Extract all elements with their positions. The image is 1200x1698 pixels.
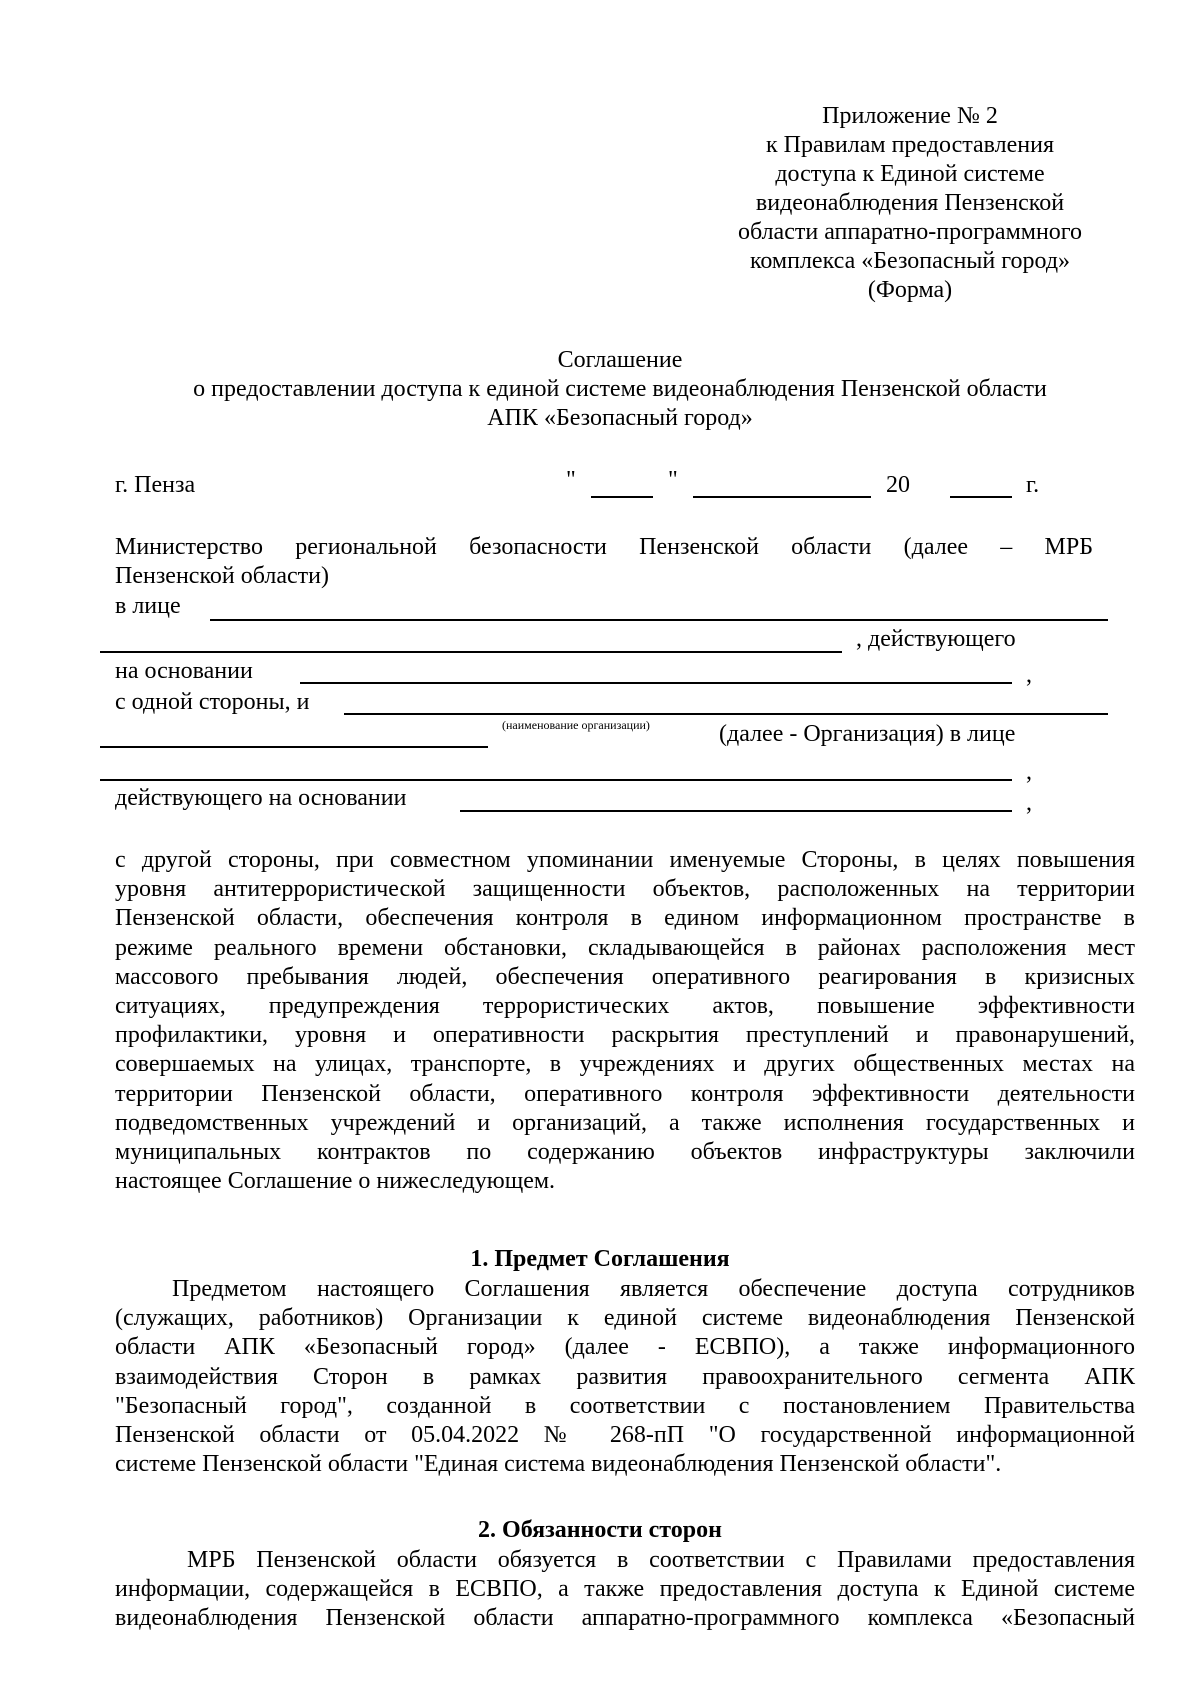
appendix-line: области аппаратно-программного bbox=[737, 219, 1083, 245]
preamble-line: территории Пензенской области, оперативного контроля эффективности деятельности bbox=[115, 1080, 1135, 1107]
org-representative-blank-line[interactable] bbox=[100, 779, 1012, 781]
section-1-line: "Безопасный город", созданной в соответствии с постановлением Правительства bbox=[115, 1392, 1135, 1419]
section-1-line: Предметом настоящего Соглашения является обеспечение доступа сотрудников bbox=[172, 1276, 1135, 1302]
preamble-line: подведомственных учреждений и организаций, а также исполнения государственных и bbox=[115, 1109, 1135, 1136]
section-2-line: МРБ Пензенской области обязуется в соответствии с Правилами предоставления bbox=[187, 1547, 1135, 1573]
comma: , bbox=[1026, 790, 1032, 816]
org-basis-blank-line[interactable] bbox=[460, 810, 1012, 812]
year-blank-line[interactable] bbox=[950, 496, 1012, 498]
section-1-line: области АПК «Безопасный город» (далее - ЕСВПО), а также информационного bbox=[115, 1334, 1135, 1361]
document-subtitle: о предоставлении доступа к единой системе видеонаблюдения Пензенской области bbox=[193, 376, 1047, 402]
acting-on-basis-label: действующего на основании bbox=[115, 785, 407, 811]
section-2-line: информации, содержащейся в ЕСВПО, а также предоставления доступа к Единой системе bbox=[115, 1576, 1135, 1603]
year-suffix: г. bbox=[1026, 472, 1040, 498]
acting-label: , действующего bbox=[856, 626, 1016, 652]
section-2-paragraph bbox=[115, 1546, 1135, 1634]
appendix-header bbox=[735, 102, 1085, 305]
preamble-line: уровня антитеррористической защищенности объектов, расположенных на территории bbox=[115, 876, 1135, 903]
section-1-heading: 1. Предмет Соглашения bbox=[470, 1246, 730, 1272]
representative-blank-line-2[interactable] bbox=[100, 651, 842, 653]
preamble-line: муниципальных контрактов по содержанию объектов инфраструктуры заключили bbox=[115, 1138, 1135, 1165]
appendix-line: комплекса «Безопасный город» bbox=[749, 248, 1071, 274]
one-side-label: с одной стороны, и bbox=[115, 689, 310, 715]
appendix-line: видеонаблюдения Пензенской bbox=[755, 190, 1065, 216]
section-1-line: (служащих, работников) Организации к единой системе видеонаблюдения Пензенской bbox=[115, 1305, 1135, 1332]
section-2-line: видеонаблюдения Пензенской области аппаратно-программного комплекса «Безопасный bbox=[115, 1605, 1135, 1632]
ministry-line-2: Пензенской области) bbox=[115, 563, 329, 589]
appendix-line: к Правилам предоставления bbox=[765, 132, 1055, 158]
organization-suffix: (далее - Организация) в лице bbox=[719, 721, 1016, 747]
quote-close: " bbox=[668, 467, 678, 493]
preamble-line: Пензенской области, обеспечения контроля в едином информационном пространстве в bbox=[115, 905, 1135, 932]
ministry-line: Министерство региональной безопасности Пензенской области (далее – МРБ bbox=[115, 534, 1093, 560]
section-2-heading: 2. Обязанности сторон bbox=[478, 1517, 722, 1543]
organization-blank-line[interactable] bbox=[344, 713, 1108, 715]
section-1-line: Пензенской области от 05.04.2022 № 268-пП "О государственной информационной bbox=[115, 1421, 1135, 1448]
month-blank-line[interactable] bbox=[693, 496, 871, 498]
comma: , bbox=[1026, 662, 1032, 688]
city-label: г. Пенза bbox=[115, 472, 196, 498]
appendix-line: Приложение № 2 bbox=[822, 103, 998, 129]
day-blank-line[interactable] bbox=[591, 496, 653, 498]
preamble-line: профилактики, уровня и оперативности раскрытия преступлений и правонарушений, bbox=[115, 1022, 1135, 1049]
appendix-line: (Форма) bbox=[867, 277, 953, 303]
year-prefix: 20 bbox=[886, 472, 910, 498]
representative-blank-line[interactable] bbox=[210, 619, 1108, 621]
in-person-label: в лице bbox=[115, 593, 181, 619]
comma: , bbox=[1026, 759, 1032, 785]
appendix-line: доступа к Единой системе bbox=[775, 161, 1045, 187]
organization-caption: (наименование организации) bbox=[502, 718, 650, 732]
document-subtitle-apk: АПК «Безопасный город» bbox=[487, 405, 753, 431]
basis-blank-line[interactable] bbox=[300, 682, 1012, 684]
preamble-line: с другой стороны, при совместном упоминании именуемые Стороны, в целях повышения bbox=[115, 847, 1135, 873]
preamble-line: массового пребывания людей, обеспечения оперативного реагирования в кризисных bbox=[115, 963, 1135, 990]
on-basis-label: на основании bbox=[115, 658, 253, 684]
preamble-line: ситуациях, предупреждения террористических актов, повышение эффективности bbox=[115, 992, 1135, 1019]
organization-blank-line-2[interactable] bbox=[100, 746, 488, 748]
preamble-line: режиме реального времени обстановки, складывающейся в районах расположения мест bbox=[115, 934, 1135, 961]
preamble-paragraph bbox=[115, 846, 1135, 1196]
document-title: Соглашение bbox=[557, 347, 683, 373]
section-1-paragraph bbox=[115, 1275, 1135, 1479]
quote-open: " bbox=[566, 467, 576, 493]
preamble-line: совершаемых на улицах, транспорте, в учреждениях и других общественных местах на bbox=[115, 1051, 1135, 1078]
section-1-line: взаимодействия Сторон в рамках развития правоохранительного сегмента АПК bbox=[115, 1363, 1135, 1390]
preamble-line: настоящее Соглашение о нижеследующем. bbox=[115, 1168, 556, 1195]
section-1-line: системе Пензенской области "Единая система видеонаблюдения Пензенской области". bbox=[115, 1451, 1002, 1478]
